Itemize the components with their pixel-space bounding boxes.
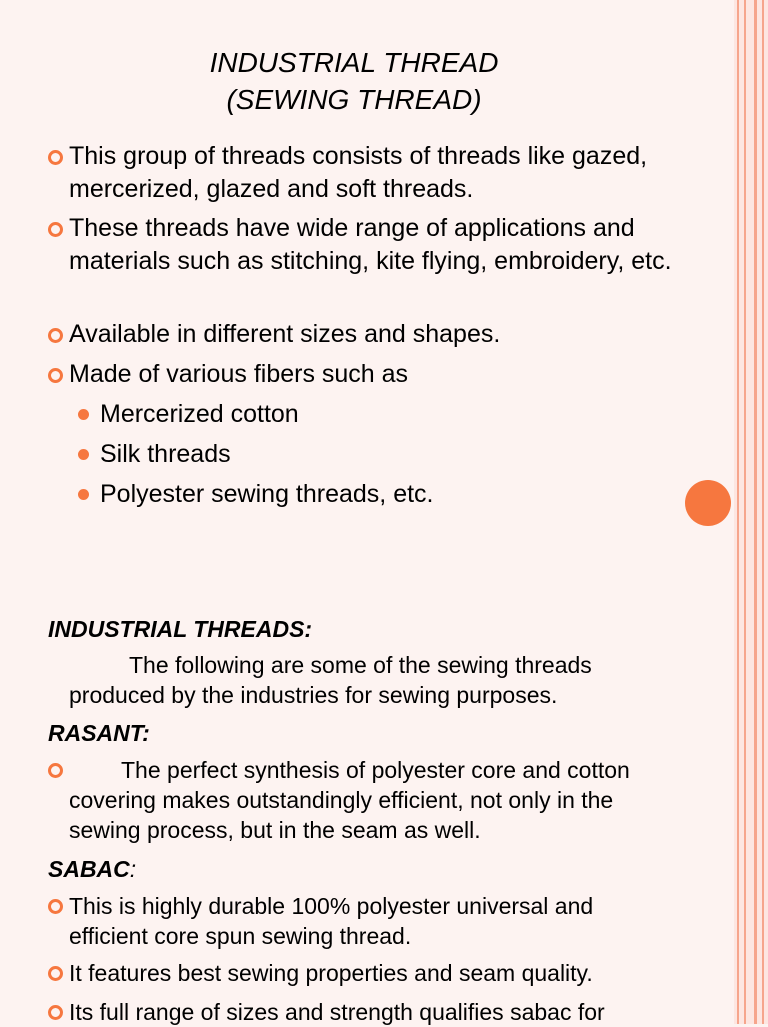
- title-line-1: INDUSTRIAL THREAD: [209, 47, 499, 78]
- sub-bullet-item: [78, 398, 678, 431]
- bullet-item: [48, 958, 678, 988]
- bullet-text: The perfect synthesis of polyester core and cotton covering makes outstandingly efficient, not only in the sewing process, but in the seam as well.: [69, 757, 630, 843]
- bullet-item: [48, 755, 678, 845]
- industrial-threads-text: The following are some of the sewing threads produced by the industries for sewing purposes.: [69, 652, 592, 708]
- stripe: [754, 0, 757, 1024]
- decorative-stripes: [734, 0, 768, 1024]
- sub-bullet-item: [78, 478, 678, 511]
- ring-bullet-icon: [48, 763, 63, 778]
- decorative-circle: [685, 480, 731, 526]
- bullet-text: Available in different sizes and shapes.: [69, 320, 501, 348]
- bullet-item: [48, 997, 678, 1027]
- sub-bullet-text: Polyester sewing threads, etc.: [100, 480, 434, 508]
- bullet-text: Made of various fibers such as: [69, 360, 409, 388]
- disc-bullet-icon: [78, 489, 89, 500]
- stripe: [762, 0, 764, 1024]
- bullet-item: [48, 358, 678, 391]
- sub-bullet-item: [78, 438, 678, 471]
- title-line-2: (SEWING THREAD): [226, 84, 482, 115]
- disc-bullet-icon: [78, 409, 89, 420]
- sub-bullet-text: Silk threads: [100, 440, 231, 468]
- industrial-threads-heading: INDUSTRIAL THREADS:: [48, 616, 313, 642]
- bullet-item: [48, 891, 678, 951]
- bullet-text: This is highly durable 100% polyester universal and efficient core spun sewing thread.: [69, 893, 594, 949]
- ring-bullet-icon: [48, 899, 63, 914]
- page-title: [0, 44, 708, 118]
- ring-bullet-icon: [48, 328, 63, 343]
- bullet-text: Its full range of sizes and strength qualifies sabac for: [69, 999, 605, 1025]
- ring-bullet-icon: [48, 966, 63, 981]
- ring-bullet-icon: [48, 368, 63, 383]
- bullet-item: [48, 140, 678, 206]
- bullet-text: This group of threads consists of threads like gazed, mercerized, glazed and soft threads.: [69, 142, 648, 203]
- bullet-text: It features best sewing properties and seam quality.: [69, 960, 593, 986]
- disc-bullet-icon: [78, 449, 89, 460]
- stripe: [744, 0, 746, 1024]
- bullet-item: [48, 318, 678, 351]
- stripe: [737, 0, 739, 1024]
- ring-bullet-icon: [48, 222, 63, 237]
- sub-bullet-text: Mercerized cotton: [100, 400, 299, 428]
- ring-bullet-icon: [48, 1005, 63, 1020]
- bullet-text: These threads have wide range of applications and materials such as stitching, kite flying, embroidery, etc.: [69, 214, 672, 275]
- sabac-heading: SABAC:: [48, 856, 137, 882]
- rasant-heading: RASANT:: [48, 720, 150, 746]
- ring-bullet-icon: [48, 150, 63, 165]
- bullet-item: [48, 212, 678, 278]
